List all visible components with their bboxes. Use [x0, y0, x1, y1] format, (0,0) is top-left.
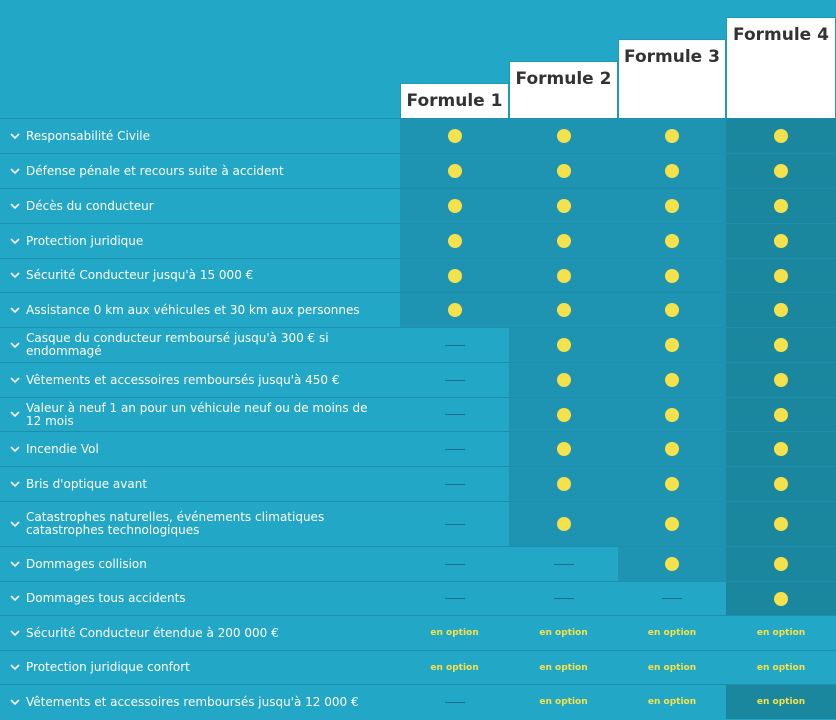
formula-1-cell [400, 616, 509, 650]
included-dot-icon [774, 303, 788, 317]
included-dot-icon [557, 164, 571, 178]
formula-1-cell [400, 328, 509, 362]
not-included-dash-icon [662, 598, 682, 599]
formula-4-cell [726, 398, 836, 431]
formula-4-cell [726, 328, 836, 362]
option-label: en option [647, 697, 697, 707]
formula-3-cell [618, 328, 726, 362]
included-dot-icon [557, 517, 571, 531]
formula-4-cell [726, 119, 836, 153]
row-label: Assistance 0 km aux véhicules et 30 km aux personnes [26, 302, 360, 317]
formula-1-cell [400, 502, 509, 546]
formula-4-cell [726, 651, 836, 684]
included-dot-icon [557, 269, 571, 283]
formula-4-cell [726, 259, 836, 292]
formula-3-cell [618, 547, 726, 581]
formula-2-cell [509, 259, 618, 292]
formula-1-cell [400, 293, 509, 327]
formula-1-cell [400, 547, 509, 581]
table-row[interactable] [0, 258, 836, 292]
chevron-down-icon[interactable] [8, 199, 22, 213]
table-row[interactable] [0, 684, 836, 719]
row-label: Défense pénale et recours suite à accident [26, 163, 284, 178]
included-dot-icon [774, 592, 788, 606]
formula-4-cell [726, 189, 836, 223]
formula-2-cell [509, 363, 618, 397]
table-row[interactable] [0, 581, 836, 615]
formula-4-cell [726, 363, 836, 397]
included-dot-icon [665, 338, 679, 352]
included-dot-icon [557, 477, 571, 491]
formula-4-cell [726, 467, 836, 501]
formula-1-cell [400, 582, 509, 615]
formula-4-cell [726, 502, 836, 546]
not-included-dash-icon [445, 702, 465, 703]
formula-4-cell [726, 293, 836, 327]
row-label: Dommages collision [26, 556, 147, 571]
formula-2-cell [509, 547, 618, 581]
table-row[interactable] [0, 118, 836, 153]
included-dot-icon [665, 129, 679, 143]
included-dot-icon [665, 303, 679, 317]
chevron-down-icon[interactable] [8, 303, 22, 317]
included-dot-icon [665, 234, 679, 248]
included-dot-icon [774, 338, 788, 352]
chevron-down-icon[interactable] [8, 661, 22, 675]
row-label-cell[interactable] [0, 154, 400, 188]
formula-2-cell [509, 154, 618, 188]
formula-2-cell [509, 616, 618, 650]
included-dot-icon [774, 477, 788, 491]
formula-2-cell [509, 189, 618, 223]
formula-1-cell [400, 189, 509, 223]
row-label: Sécurité Conducteur jusqu'à 15 000 € [26, 268, 254, 282]
formula-1-cell [400, 398, 509, 431]
row-label-cell[interactable] [0, 363, 400, 397]
formula-2-cell [509, 467, 618, 501]
included-dot-icon [665, 373, 679, 387]
included-dot-icon [774, 269, 788, 283]
not-included-dash-icon [554, 598, 574, 599]
row-label: Casque du conducteur remboursé jusqu'à 300 € si endommagé [26, 331, 329, 358]
formula-3-cell [618, 363, 726, 397]
option-label: en option [539, 628, 588, 638]
chevron-down-icon[interactable] [8, 164, 22, 178]
row-label: Protection juridique [26, 233, 144, 248]
row-label: Catastrophes naturelles, événements climatiques catastrophes technologiques [26, 510, 325, 537]
row-label-cell[interactable] [0, 398, 400, 431]
included-dot-icon [557, 373, 571, 387]
row-label-cell[interactable] [0, 582, 400, 615]
included-dot-icon [448, 129, 462, 143]
table-row[interactable] [0, 615, 836, 650]
formula-4-cell [726, 154, 836, 188]
formula-2-cell [509, 651, 618, 684]
formula-3-cell [618, 398, 726, 431]
formula-2-header: Formule 2 [509, 61, 618, 118]
row-label-cell[interactable] [0, 259, 400, 292]
formula-2-cell [509, 328, 618, 362]
included-dot-icon [557, 442, 571, 456]
option-label: en option [647, 662, 697, 673]
formula-3-cell [618, 154, 726, 188]
included-dot-icon [557, 408, 571, 422]
chevron-down-icon[interactable] [8, 517, 22, 531]
included-dot-icon [665, 442, 679, 456]
included-dot-icon [557, 129, 571, 143]
formula-4-cell [726, 616, 836, 650]
row-label-cell[interactable] [0, 432, 400, 466]
table-row[interactable] [0, 397, 836, 431]
included-dot-icon [448, 199, 462, 213]
not-included-dash-icon [445, 449, 465, 450]
row-label-cell[interactable] [0, 328, 400, 362]
formula-3-cell [618, 259, 726, 292]
included-dot-icon [774, 199, 788, 213]
table-row[interactable] [0, 362, 836, 397]
formula-3-cell [618, 119, 726, 153]
included-dot-icon [774, 557, 788, 571]
included-dot-icon [774, 129, 788, 143]
row-label: Responsabilité Civile [26, 128, 150, 143]
row-label-cell[interactable] [0, 119, 400, 153]
formula-3-cell [618, 685, 726, 719]
formula-header [0, 0, 836, 118]
included-dot-icon [557, 338, 571, 352]
table-row[interactable] [0, 223, 836, 258]
row-label-cell[interactable] [0, 547, 400, 581]
included-dot-icon [774, 442, 788, 456]
formula-2-cell [509, 685, 618, 719]
formula-2-cell [509, 582, 618, 615]
formula-3-cell [618, 651, 726, 684]
chevron-down-icon[interactable] [8, 408, 22, 422]
option-label: en option [539, 697, 588, 707]
formula-3-cell [618, 224, 726, 258]
row-label: Incendie Vol [26, 441, 99, 456]
formula-4-cell [726, 547, 836, 581]
included-dot-icon [774, 164, 788, 178]
table-row[interactable] [0, 431, 836, 466]
formula-1-cell [400, 651, 509, 684]
formula-2-cell [509, 432, 618, 466]
formula-3-header: Formule 3 [618, 39, 726, 118]
row-label: Vêtements et accessoires remboursés jusqu'à 450 € [26, 372, 340, 387]
row-label: Protection juridique confort [26, 660, 190, 674]
formula-3-cell [618, 616, 726, 650]
formula-3-cell [618, 189, 726, 223]
row-label: Vêtements et accessoires remboursés jusqu'à 12 000 € [26, 694, 359, 709]
formula-1-cell [400, 467, 509, 501]
included-dot-icon [448, 164, 462, 178]
not-included-dash-icon [445, 380, 465, 381]
included-dot-icon [665, 269, 679, 283]
row-label-cell[interactable] [0, 616, 400, 650]
formula-3-cell [618, 293, 726, 327]
row-label-cell[interactable] [0, 189, 400, 223]
chevron-down-icon[interactable] [8, 373, 22, 387]
formula-4-cell [726, 224, 836, 258]
row-label-cell[interactable] [0, 685, 400, 719]
table-row[interactable] [0, 188, 836, 223]
chevron-down-icon[interactable] [8, 695, 22, 709]
row-label: Bris d'optique avant [26, 476, 148, 491]
not-included-dash-icon [554, 564, 574, 565]
not-included-dash-icon [445, 564, 465, 565]
table-row[interactable] [0, 292, 836, 327]
table-row[interactable] [0, 650, 836, 684]
formula-2-cell [509, 502, 618, 546]
chevron-down-icon[interactable] [8, 557, 22, 571]
row-label: Dommages tous accidents [26, 591, 186, 605]
row-label: Valeur à neuf 1 an pour un véhicule neuf ou de moins de 12 mois [26, 400, 368, 428]
included-dot-icon [448, 303, 462, 317]
included-dot-icon [665, 557, 679, 571]
included-dot-icon [774, 234, 788, 248]
row-label: Décès du conducteur [26, 198, 154, 213]
formula-3-cell [618, 467, 726, 501]
formula-3-cell [618, 582, 726, 615]
included-dot-icon [448, 269, 462, 283]
chevron-down-icon[interactable] [8, 129, 22, 143]
included-dot-icon [665, 408, 679, 422]
formula-1-cell [400, 432, 509, 466]
included-dot-icon [557, 199, 571, 213]
formula-1-cell [400, 224, 509, 258]
row-label: Sécurité Conducteur étendue à 200 000 € [26, 625, 279, 640]
formula-2-cell [509, 398, 618, 431]
chevron-down-icon[interactable] [8, 234, 22, 248]
table-row[interactable] [0, 466, 836, 501]
not-included-dash-icon [445, 414, 465, 415]
row-label-cell[interactable] [0, 293, 400, 327]
table-row[interactable] [0, 501, 836, 546]
included-dot-icon [665, 517, 679, 531]
option-label: en option [756, 628, 806, 638]
coverage-table [0, 118, 836, 719]
included-dot-icon [665, 477, 679, 491]
included-dot-icon [448, 234, 462, 248]
formula-1-cell [400, 363, 509, 397]
row-label-cell[interactable] [0, 224, 400, 258]
formula-2-cell [509, 119, 618, 153]
included-dot-icon [665, 199, 679, 213]
formula-1-cell [400, 154, 509, 188]
formula-2-cell [509, 293, 618, 327]
row-label-cell[interactable] [0, 502, 400, 546]
included-dot-icon [557, 303, 571, 317]
included-dot-icon [665, 164, 679, 178]
option-label: en option [430, 628, 479, 638]
formula-1-cell [400, 259, 509, 292]
included-dot-icon [774, 517, 788, 531]
table-row[interactable] [0, 546, 836, 581]
formula-1-cell [400, 685, 509, 719]
chevron-down-icon[interactable] [8, 442, 22, 456]
table-row[interactable] [0, 327, 836, 362]
option-label: en option [647, 628, 697, 638]
option-label: en option [756, 697, 806, 707]
chevron-down-icon[interactable] [8, 477, 22, 491]
formula-4-header: Formule 4 [726, 17, 836, 118]
formula-1-header: Formule 1 [400, 83, 509, 118]
option-label: en option [539, 662, 588, 673]
included-dot-icon [774, 373, 788, 387]
row-label-cell[interactable] [0, 467, 400, 501]
formula-1-cell [400, 119, 509, 153]
formula-4-cell [726, 432, 836, 466]
formula-2-cell [509, 224, 618, 258]
not-included-dash-icon [445, 524, 465, 525]
formula-3-cell [618, 432, 726, 466]
chevron-down-icon[interactable] [8, 269, 22, 283]
not-included-dash-icon [445, 484, 465, 485]
formula-4-cell [726, 685, 836, 719]
option-label: en option [430, 662, 479, 673]
table-row[interactable] [0, 153, 836, 188]
included-dot-icon [557, 234, 571, 248]
not-included-dash-icon [445, 345, 465, 346]
formula-3-cell [618, 502, 726, 546]
chevron-down-icon[interactable] [8, 338, 22, 352]
option-label: en option [756, 662, 806, 673]
chevron-down-icon[interactable] [8, 626, 22, 640]
not-included-dash-icon [445, 598, 465, 599]
row-label-cell[interactable] [0, 651, 400, 684]
chevron-down-icon[interactable] [8, 592, 22, 606]
included-dot-icon [774, 408, 788, 422]
formula-4-cell [726, 582, 836, 615]
